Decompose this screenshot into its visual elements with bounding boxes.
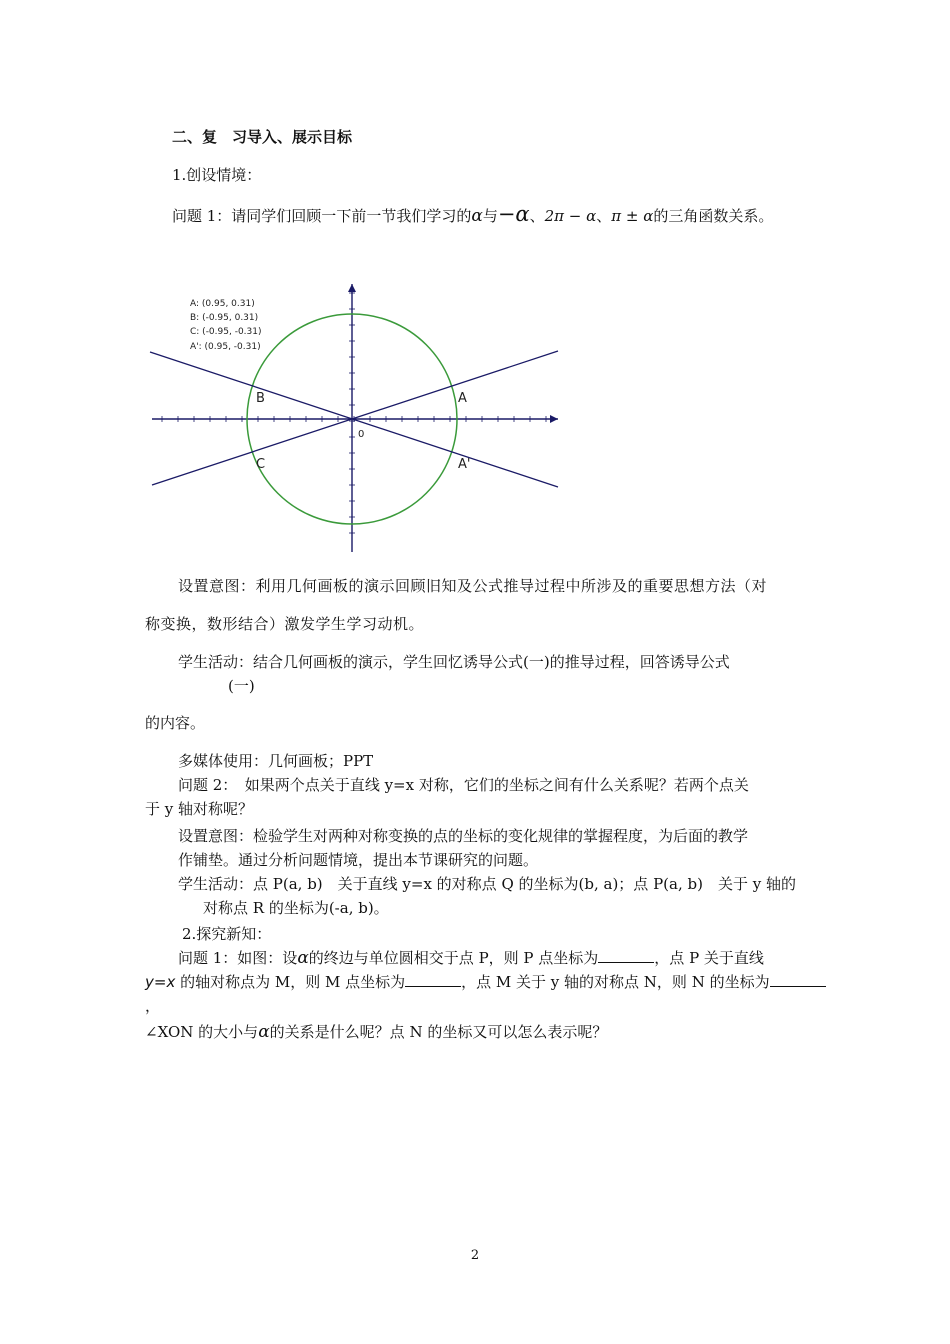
activity-2-line-2: 对称点 R 的坐标为(-a, b)。 (203, 899, 389, 917)
activity-2-line-1: 学生活动：点 P(a, b) 关于直线 y=x 的对称点 Q 的坐标为(b, a)；点 P(a, b) 关于 y 轴的 (178, 875, 796, 893)
label-origin: 0 (358, 429, 365, 440)
label-A-prime: A' (458, 457, 471, 472)
q3-line2-a: 的轴对称点为 M，则 M 点坐标为 (175, 973, 406, 991)
intent-1-line-1: 设置意图：利用几何画板的演示回顾旧知及公式推导过程中所涉及的重要思想方法（对 (178, 577, 768, 595)
intent-2-line-1: 设置意图：检验学生对两种对称变换的点的坐标的变化规律的掌握程度，为后面的教学 (178, 827, 749, 845)
question-2-line-1: 问题 2： 如果两个点关于直线 y=x 对称，它们的坐标之间有什么关系呢？若两个点关 (178, 776, 749, 794)
intent-2-line-2: 作铺垫。通过分析问题情境，提出本节课研究的问题。 (178, 851, 539, 869)
q3-line2-b: ，点 M 关于 y 轴的对称点 N，则 N 的坐标为 (461, 973, 770, 991)
q1-prefix: 问题 1：请同学们回顾一下前一节我们学习的 (172, 207, 472, 225)
legend-A: A: (0.95, 0.31) (190, 299, 255, 309)
unit-circle-figure (148, 280, 560, 556)
item-2-label: 2.探究新知： (182, 925, 272, 943)
q3-alpha: α (297, 948, 309, 968)
question-3-line-1 (178, 948, 764, 968)
q1-sep1: 、 (529, 207, 545, 225)
activity-1-line-1: 学生活动：结合几何画板的演示，学生回忆诱导公式(一)的推导过程，回答诱导公式 (178, 653, 730, 671)
question-3-line-4 (145, 1022, 607, 1042)
legend-B: B: (-0.95, 0.31) (190, 313, 259, 323)
question-1 (172, 204, 773, 226)
q1-yu: 与 (482, 207, 498, 225)
blank-N-coordinate (770, 973, 826, 987)
q3-line4-b: 的关系是什么呢？点 N 的坐标又可以怎么表示呢？ (269, 1023, 608, 1041)
q3-line4-a: ∠XON 的大小与 (145, 1023, 259, 1041)
q3-line4-alpha: α (258, 1022, 270, 1042)
q1-neg-alpha: −α (497, 202, 530, 226)
blank-P-coordinate (598, 949, 654, 963)
activity-1-line-3: 的内容。 (145, 714, 206, 732)
y-axis-arrow (348, 284, 356, 292)
q3-part1: 问题 1：如图：设 (178, 949, 298, 967)
page-number: 2 (470, 1248, 480, 1263)
q1-alpha: α (471, 206, 483, 226)
q3-yx: y=x (145, 973, 176, 991)
blank-M-coordinate (405, 973, 461, 987)
q3-part3: ，点 P 关于直线 (654, 949, 764, 967)
q3-part2: 的终边与单位圆相交于点 P，则 P 点坐标为 (308, 949, 599, 967)
intent-1-line-2: 称变换，数形结合）激发学生学习动机。 (145, 615, 425, 633)
q1-pi-pm-alpha: π ± α (611, 207, 654, 225)
label-B: B (256, 391, 265, 406)
section-heading: 二、复 习导入、展示目标 (172, 128, 353, 146)
q1-two-pi-minus-alpha: 2π − α (544, 207, 597, 225)
label-A: A (458, 391, 467, 406)
activity-1-line-2: (一) (228, 677, 255, 695)
q1-sep2: 、 (596, 207, 612, 225)
legend-A-prime: A': (0.95, -0.31) (190, 342, 261, 352)
question-3-line-2 (145, 972, 826, 992)
question-2-line-2: 于 y 轴对称呢？ (145, 800, 254, 818)
label-C: C (256, 457, 266, 472)
x-axis-arrow (550, 415, 558, 423)
legend-C: C: (-0.95, -0.31) (190, 327, 262, 337)
question-3-line-3: ， (145, 997, 161, 1015)
line-A-C (152, 351, 558, 485)
media-usage: 多媒体使用：几何画板；PPT (178, 752, 374, 770)
item-1-label: 1.创设情境： (172, 166, 262, 184)
q1-suffix: 的三角函数关系。 (653, 207, 774, 225)
